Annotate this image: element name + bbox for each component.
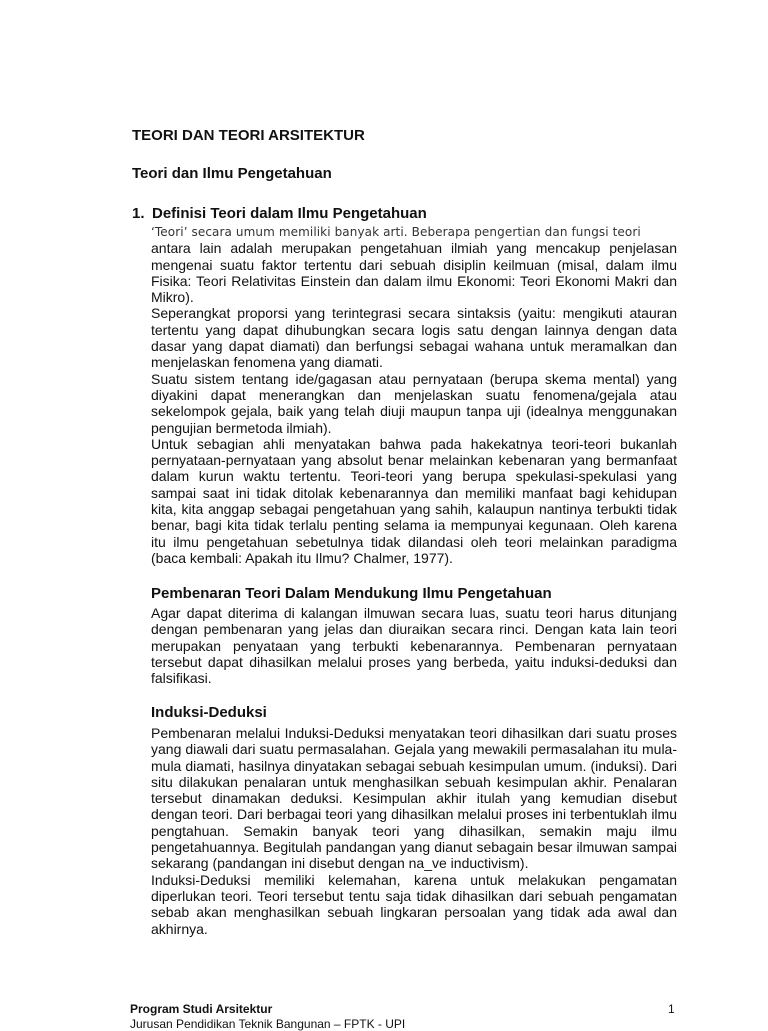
section-2-body bbox=[151, 605, 677, 686]
paragraph: Agar dapat diterima di kalangan ilmuwan secara luas, suatu teori harus ditunjang dengan pembenaran yang jelas dan diuraikan secara rinci. Dengan kata lain teori merupakan penyataan yang terbukti kebenarannya. Pembenaran pernyataan tersebut dapat dihasilkan melalui proses yang berbeda, yaitu induksi-deduksi dan falsifikasi. bbox=[151, 605, 677, 687]
paragraph: Untuk sebagian ahli menyatakan bahwa pada hakekatnya teori-teori bukanlah pernyataan-pernyataan yang absolut benar melainkan kebenaran yang bermanfaat dalam kurun waktu tertentu. Teori-teori yang berupa spekulasi-spekulasi yang sampai saat ini tidak ditolak kebenarannya dan memiliki manfaat bagi kehidupan kita, kita anggap sebagai pengetahuan yang sahih, kalaupun nantinya terbukti tidak benar, bagi kita tidak terlalu penting selama ia mempunyai kegunaan. Oleh karena itu ilmu pengetahuan sebetulnya tidak dilandasi oleh teori melainkan paradigma (baca kembali: Apakah itu Ilmu? Chalmer, 1977). bbox=[151, 435, 677, 566]
section-1-intro: ‘Teori’ secara umum memiliki banyak arti. Beberapa pengertian dan fungsi teori bbox=[151, 225, 641, 239]
paragraph: Pembenaran melalui Induksi-Deduksi menyatakan teori dihasilkan dari suatu proses yang diawali dari suatu permasalahan. Gejala yang mewakili permasalahan itu mula-mula diamati, hasilnya dinyatakan sebagai sebuah kesimpulan umum. (induksi). Dari situ dilakukan penalaran untuk menghasilkan sebuah kesimpulan akhir. Penalaran tersebut dinamakan deduksi. Kesimpulan akhir itulah yang kemudian disebut dengan teori. Dari berbagai teori yang dihasilkan melalui proses ini terbentuklah ilmu pengtahuan. Semakin banyak teori yang dihasilkan, semakin maju ilmu pengetahuannya. Begitulah pandangan yang dianut sebagain besar ilmuwan sampai sekarang (pandangan ini disebut dengan na_ve inductivism). bbox=[151, 725, 677, 872]
footer-program: Program Studi Arsitektur bbox=[130, 1002, 273, 1016]
document-title: TEORI DAN TEORI ARSITEKTUR bbox=[132, 127, 365, 144]
page-number: 1 bbox=[668, 1002, 675, 1016]
footer-department: Jurusan Pendidikan Teknik Bangunan – FPTK - UPI bbox=[130, 1017, 406, 1031]
paragraph: antara lain adalah merupakan pengetahuan ilmiah yang mencakup penjelasan mengenai suatu faktor tertentu dari sebuah disiplin keilmuan (misal, dalam ilmu Fisika: Teori Relativitas Einstein dan dalam ilmu Ekonomi: Teori Ekonomi Makri dan Mikro). bbox=[151, 240, 677, 306]
section-1-number: 1. bbox=[132, 205, 145, 222]
paragraph: Seperangkat proporsi yang terintegrasi secara sintaksis (yaitu: mengikuti atauran tertentu yang dapat dihubungkan secara logis satu dengan lainnya dengan data dasar yang dapat diamati) dan berfungsi sebagai wahana untuk meramalkan dan menjelaskan fenomena yang diamati. bbox=[151, 305, 677, 371]
section-3-body bbox=[151, 725, 677, 937]
section-3-heading: Induksi-Deduksi bbox=[151, 704, 267, 721]
section-1-title: Definisi Teori dalam Ilmu Pengetahuan bbox=[152, 205, 427, 222]
document-subtitle: Teori dan Ilmu Pengetahuan bbox=[132, 165, 332, 182]
paragraph: Suatu sistem tentang ide/gagasan atau pernyataan (berupa skema mental) yang diyakini dapat menerangkan dan menjelaskan suatu fenomena/gejala atau sekelompok gejala, baik yang telah diuji maupun tanpa uji (idealnya menggunakan pengujian bermetoda ilmiah). bbox=[151, 370, 677, 436]
section-1-heading bbox=[132, 205, 427, 222]
section-2-heading: Pembenaran Teori Dalam Mendukung Ilmu Pengetahuan bbox=[151, 585, 552, 602]
section-1-body bbox=[151, 224, 677, 566]
paragraph: Induksi-Deduksi memiliki kelemahan, karena untuk melakukan pengamatan diperlukan teori. Teori tersebut tentu saja tidak dihasilkan dari sebuah pengamatan sebab akan menghasilkan sebuah lingkaran persoalan yang tidak ada awal dan akhirnya. bbox=[151, 871, 677, 937]
